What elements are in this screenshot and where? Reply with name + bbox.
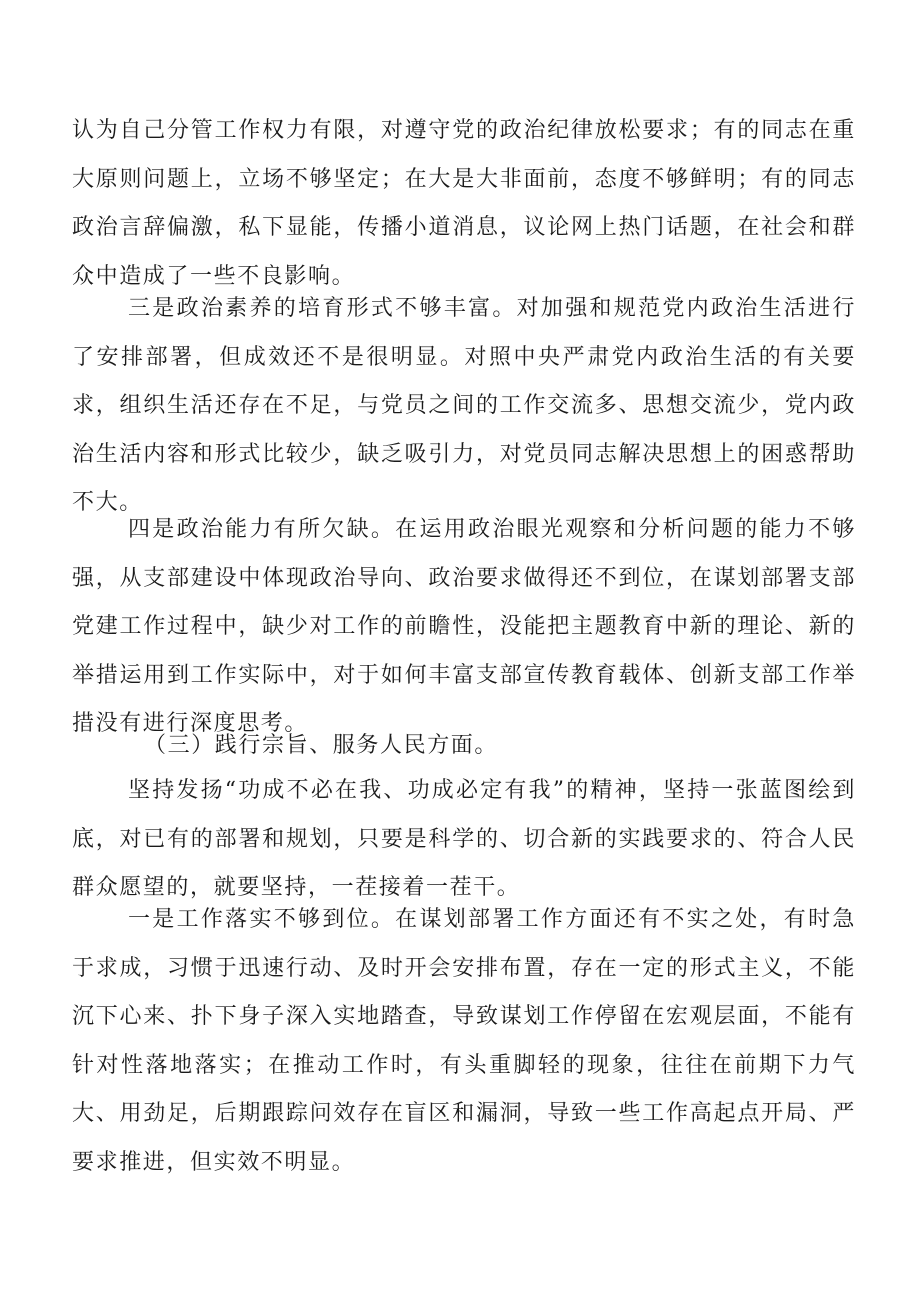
paragraph-political-ability: 四是政治能力有所欠缺。在运用政治眼光观察和分析问题的能力不够强，从支部建设中体现政治导向、政治要求做得还不到位，在谋划部署支部党建工作过程中，缺少对工作的前瞻性，没能把主题教育中新的理论、新的举措运用到工作实际中，对于如何丰富支部宣传教育载体、创新支部工作举措没有进行深度思考。	[72, 517, 856, 736]
paragraph-blueprint: 坚持发扬“功成不必在我、功成必定有我”的精神，坚持一张蓝图绘到底，对已有的部署和规划，只要是科学的、切合新的实践要求的、符合人民群众愿望的，就要坚持，一茬接着一茬干。	[72, 778, 856, 900]
paragraph-continuation: 认为自己分管工作权力有限，对遵守党的政治纪律放松要求；有的同志在重大原则问题上，立场不够坚定；在大是大非面前，态度不够鲜明；有的同志政治言辞偏激，私下显能，传播小道消息，议论网上热门话题，在社会和群众中造成了一些不良影响。	[72, 118, 856, 289]
paragraph-political-cultivation: 三是政治素养的培育形式不够丰富。对加强和规范党内政治生活进行了安排部署，但成效还不是很明显。对照中央严肃党内政治生活的有关要求，组织生活还存在不足，与党员之间的工作交流多、思想交流少，党内政治生活内容和形式比较少，缺乏吸引力，对党员同志解决思想上的困惑帮助不大。	[72, 296, 856, 515]
body-text-block	[72, 767, 856, 913]
body-text-block	[72, 107, 856, 301]
body-text-block	[72, 506, 856, 749]
paragraph-work-implementation: 一是工作落实不够到位。在谋划部署工作方面还有不实之处，有时急于求成，习惯于迅速行动、及时开会安排布置，存在一定的形式主义，不能沉下心来、扑下身子深入实地踏查，导致谋划工作停留在宏观层面，不能有针对性落地落实；在推动工作时，有头重脚轻的现象，往往在前期下力气大、用劲足，后期跟踪问效存在盲区和漏洞，导致一些工作高起点开局、严要求推进，但实效不明显。	[72, 907, 856, 1175]
section-heading: （三）践行宗旨、服务人民方面。	[144, 733, 499, 758]
body-text-block	[72, 722, 856, 771]
body-text-block	[72, 896, 856, 1187]
body-text-block	[72, 285, 856, 528]
